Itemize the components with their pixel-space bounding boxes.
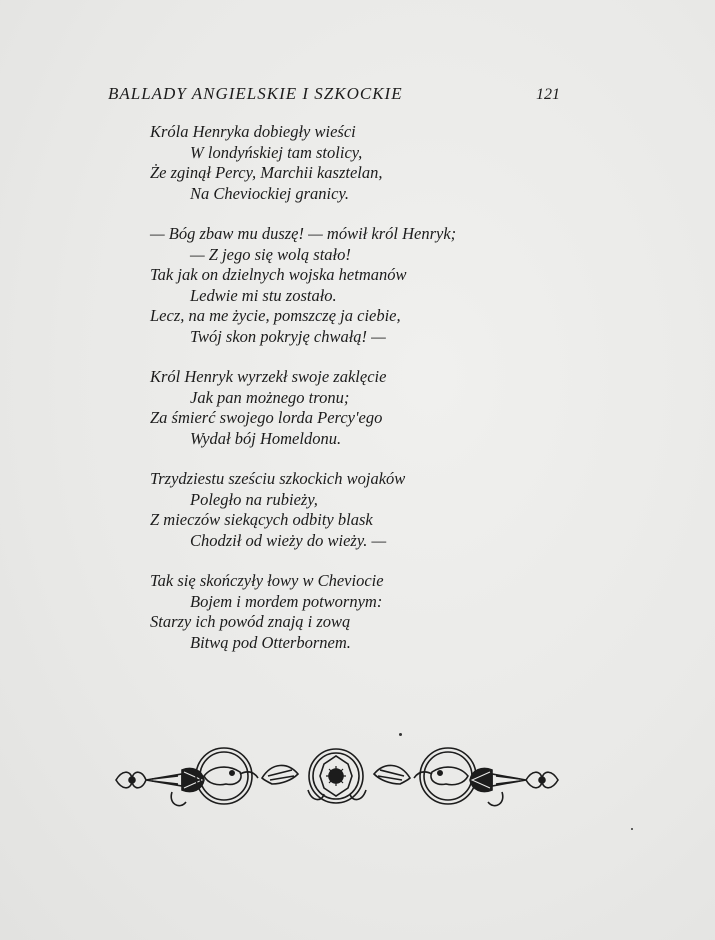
- stanza: [150, 224, 456, 347]
- poem-line: Poległo na rubieży,: [190, 489, 318, 509]
- stanza: [150, 469, 456, 551]
- poem-line: Twój skon pokryję chwałą! —: [190, 326, 386, 346]
- poem-line: Króla Henryka dobiegły wieści: [150, 122, 356, 141]
- stanza: [150, 122, 456, 204]
- poem-line: Bojem i mordem potwornym:: [190, 591, 383, 611]
- poem-line: Wydał bój Homeldonu.: [190, 428, 342, 448]
- decorative-tailpiece: [112, 740, 562, 820]
- poem-line: Tak się skończyły łowy w Cheviocie: [150, 571, 384, 590]
- poem-line: Za śmierć swojego lorda Percy'ego: [150, 408, 383, 427]
- poem-line: Król Henryk wyrzekł swoje zaklęcie: [150, 367, 387, 386]
- ink-speck: [399, 733, 402, 736]
- page-number: 121: [536, 86, 560, 103]
- poem-line: Chodził od wieży do wieży. —: [190, 530, 387, 550]
- poem-line: W londyńskiej tam stolicy,: [190, 142, 363, 162]
- poem-body: [150, 122, 456, 673]
- running-head: BALLADY ANGIELSKIE I SZKOCKIE: [108, 84, 403, 103]
- poem-line: Z mieczów siekących odbity blask: [150, 510, 373, 529]
- poem-line: Trzydziestu sześciu szkockich wojaków: [150, 469, 406, 488]
- poem-line: Starzy ich powód znają i zową: [150, 612, 351, 631]
- stanza: [150, 367, 456, 449]
- poem-line: Tak jak on dzielnych wojska hetmanów: [150, 265, 407, 284]
- poem-line: Ledwie mi stu zostało.: [190, 285, 337, 305]
- poem-line: Jak pan możnego tronu;: [190, 387, 350, 407]
- poem-line: Bitwą pod Otterbornem.: [190, 632, 351, 652]
- poem-line: — Z jego się wolą stało!: [190, 244, 351, 264]
- poem-line: Że zginął Percy, Marchii kasztelan,: [150, 163, 383, 182]
- stanza: [150, 571, 456, 653]
- poem-line: Na Cheviockiej granicy.: [190, 183, 349, 203]
- ink-speck: [631, 828, 633, 830]
- poem-line: — Bóg zbaw mu duszę! — mówił król Henryk;: [150, 224, 457, 243]
- poem-line: Lecz, na me życie, pomszczę ja ciebie,: [150, 306, 401, 325]
